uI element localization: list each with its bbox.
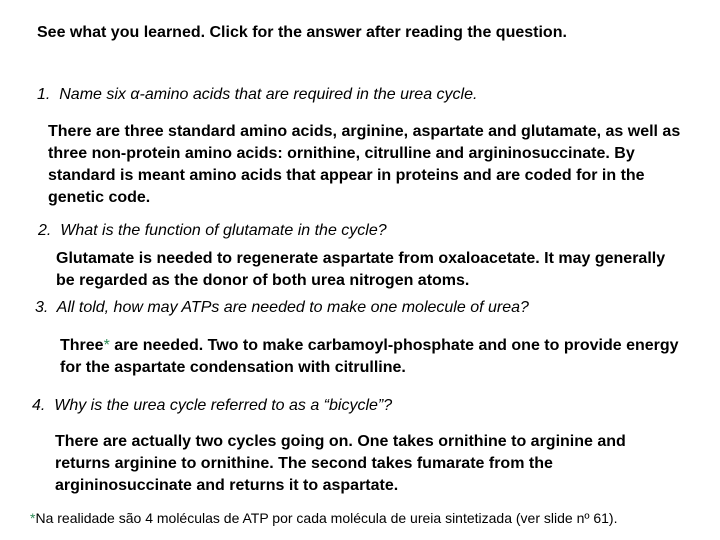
question-1 [37,86,477,104]
question-3-text: All told, how may ATPs are needed to make one molecule of urea? [56,299,529,316]
answer-1[interactable]: There are three standard amino acids, arginine, aspartate and glutamate, as well as three non-protein amino acids: ornithine, citrulline and argininosuccinate. By standard is meant amino acids that appear in proteins and are coded for in the genetic code. [48,123,681,206]
question-2 [38,222,387,240]
question-2-number: 2. [38,222,52,239]
answer-3[interactable] [60,335,680,379]
footnote [30,510,618,526]
footnote-reference-marker: * [103,337,110,354]
question-4 [32,397,392,415]
question-1-text-before: Name six [59,86,131,103]
question-3 [35,299,529,317]
question-3-number: 3. [35,299,49,316]
alpha-symbol: α [130,86,140,103]
answer-2[interactable]: Glutamate is needed to regenerate aspartate from oxaloacetate. It may generally be regarded as the donor of both urea nitrogen atoms. [56,250,666,289]
question-4-number: 4. [32,397,46,414]
question-4-text: Why is the urea cycle referred to as a “bicycle”? [54,397,393,414]
footnote-marker: * [30,510,36,526]
question-2-text: What is the function of glutamate in the cycle? [60,222,387,239]
question-1-number: 1. [37,86,51,103]
question-1-text-after: -amino acids that are required in the urea cycle. [139,86,478,103]
answer-3-lead: Three [60,337,104,354]
answer-4[interactable]: There are actually two cycles going on. One takes ornithine to arginine and returns arginine to ornithine. The second takes fumarate from the argininosuccinate and returns it to aspartate. [55,433,626,494]
footnote-text: Na realidade são 4 moléculas de ATP por cada molécula de ureia sintetizada (ver slide nº 61). [35,510,618,526]
intro-instruction: See what you learned. Click for the answer after reading the question. [37,24,567,41]
answer-3-rest: are needed. Two to make carbamoyl-phosphate and one to provide energy for the aspartate condensation with citrulline. [60,337,679,376]
